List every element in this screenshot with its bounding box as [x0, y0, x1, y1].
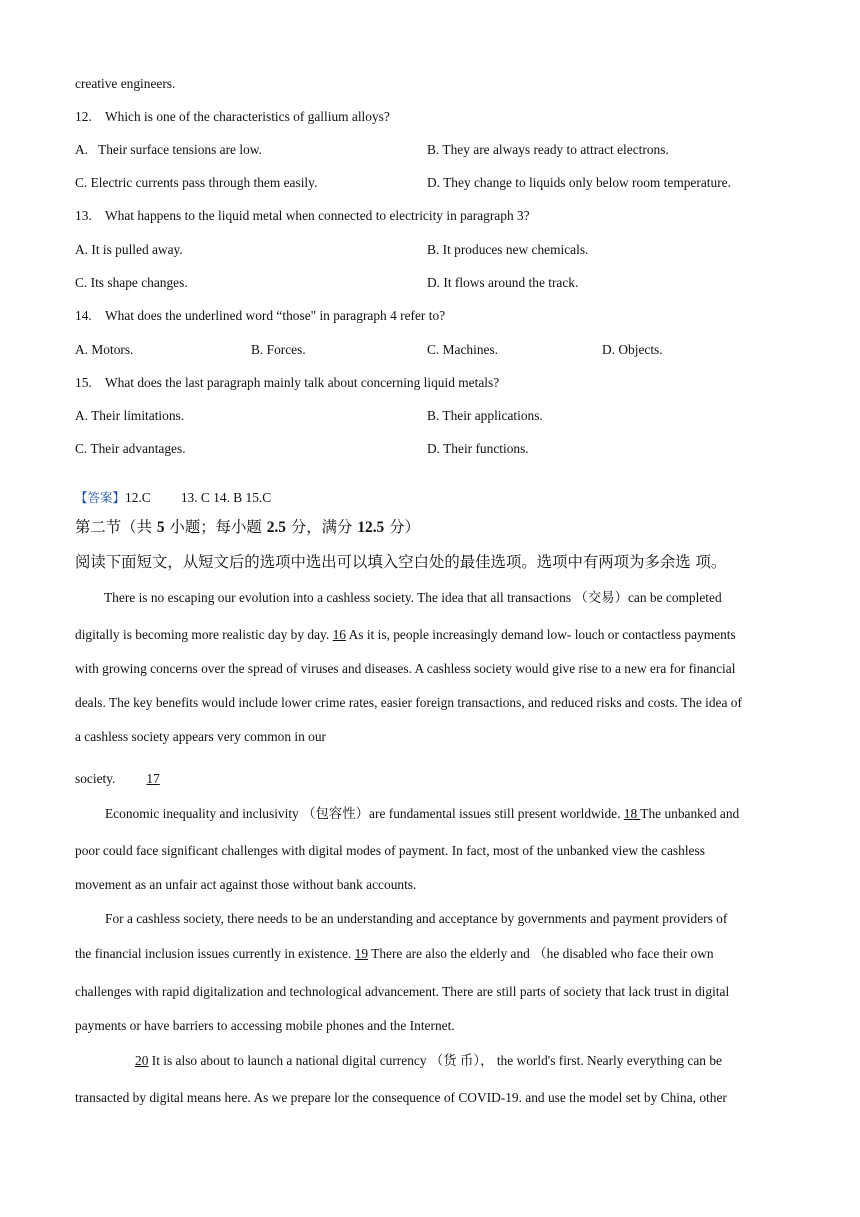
q15-option-d: D. Their functions. [427, 441, 529, 456]
passage-line: There is no escaping our evolution into a cashless society. The idea that all transactions （交易）can be completed [104, 590, 722, 605]
q13-option-a: A. It is pulled away. [75, 242, 183, 257]
passage-line [105, 806, 815, 822]
passage-line [75, 771, 785, 787]
q13-option-d: D. It flows around the track. [427, 275, 579, 290]
answer-key [75, 488, 271, 506]
question-13 [75, 208, 530, 224]
section-heading [75, 517, 420, 538]
passage-text: society. [75, 771, 116, 786]
passage-line: poor could face significant challenges with digital modes of payment. In fact, most of the unbanked view the cashless [75, 843, 705, 858]
answer-text: 12.C 13. C 14. B 15.C [125, 490, 272, 505]
passage-text: The unbanked and [640, 806, 740, 821]
instruction-text: 阅读下面短文，从短文后的选项中选出可以填入空白处的最佳选项。选项中有两项为多余选 项。 [75, 553, 727, 571]
section-heading-part: 分） [384, 518, 420, 536]
q12-option-a: A. Their surface tensions are low. [75, 142, 262, 157]
section-heading-part: 分，满分 [285, 518, 358, 536]
blank-16: 16 [332, 627, 346, 642]
question-number: 13. [75, 208, 92, 223]
question-12 [75, 109, 390, 125]
q14-option-a: A. Motors. [75, 342, 134, 357]
q13-option-b: B. It produces new chemicals. [427, 242, 589, 257]
question-stem: What happens to the liquid metal when connected to electricity in paragraph 3? [105, 208, 530, 223]
q14-option-b: B. Forces. [251, 342, 306, 357]
points-each: 2.5 [266, 519, 286, 536]
passage-line: For a cashless society, there needs to be an understanding and acceptance by governments and payment providers of [105, 911, 728, 926]
passage-text: It is also about to launch a national digital currency （货 币）， the world's first. Nearly everything can be [148, 1053, 722, 1068]
passage-line: payments or have barriers to accessing mobile phones and the Internet. [75, 1018, 455, 1033]
q14-option-d: D. Objects. [602, 342, 663, 357]
passage-line: transacted by digital means here. As we prepare lor the consequence of COVID-19. and use the model set by China, other [75, 1090, 727, 1105]
passage-text: As it is, people increasingly demand low- louch or contactless payments [345, 627, 736, 642]
blank-20: 20 [135, 1053, 149, 1068]
blank-19: 19 [354, 946, 369, 961]
passage-line: challenges with rapid digitalization and technological advancement. There are still parts of society that lack trust in digital [75, 984, 730, 999]
question-number: 12. [75, 109, 92, 124]
question-number: 14. [75, 308, 92, 323]
passage-line: a cashless society appears very common in our [75, 729, 326, 744]
passage-text: There are also the elderly and （he disabled who face their own [368, 946, 714, 961]
passage-text: the financial inclusion issues currently in existence. [75, 946, 355, 961]
q15-option-c: C. Their advantages. [75, 441, 186, 456]
q13-option-c: C. Its shape changes. [75, 275, 188, 290]
total-points: 12.5 [357, 519, 385, 536]
passage-text: Economic inequality and inclusivity （包容性）are fundamental issues still present worldwide. [105, 806, 624, 821]
passage-text: digitally is becoming more realistic day by day. [75, 627, 333, 642]
blank-18: 18 [623, 806, 641, 821]
section-heading-part: 小题；每小题 [164, 518, 267, 536]
q15-option-a: A. Their limitations. [75, 408, 185, 423]
question-count: 5 [156, 519, 165, 536]
blank-17: 17 [146, 771, 160, 786]
question-stem: What does the underlined word “those" in paragraph 4 refer to? [105, 308, 446, 323]
question-14 [75, 308, 445, 324]
q14-option-c: C. Machines. [427, 342, 499, 357]
question-stem: What does the last paragraph mainly talk about concerning liquid metals? [105, 375, 500, 390]
section-heading-part: 第二节（共 [75, 518, 157, 536]
q12-option-d: D. They change to liquids only below room temperature. [427, 175, 731, 190]
q12-option-b: B. They are always ready to attract electrons. [427, 142, 669, 157]
question-stem: Which is one of the characteristics of gallium alloys? [105, 109, 390, 124]
passage-line: deals. The key benefits would include lower crime rates, easier foreign transactions, and reduced risks and costs. The idea of [75, 695, 742, 710]
passage-line: with growing concerns over the spread of viruses and diseases. A cashless society would give rise to a new era for financial [75, 661, 736, 676]
answer-tag: 【答案】 [75, 490, 126, 505]
passage-line [75, 946, 785, 962]
question-15 [75, 375, 499, 391]
passage-line: movement as an unfair act against those without bank accounts. [75, 877, 417, 892]
passage-line [135, 1053, 845, 1069]
q12-option-c: C. Electric currents pass through them easily. [75, 175, 318, 190]
passage-line [75, 627, 785, 643]
passage-fragment: creative engineers. [75, 76, 176, 91]
q15-option-b: B. Their applications. [427, 408, 543, 423]
question-number: 15. [75, 375, 92, 390]
